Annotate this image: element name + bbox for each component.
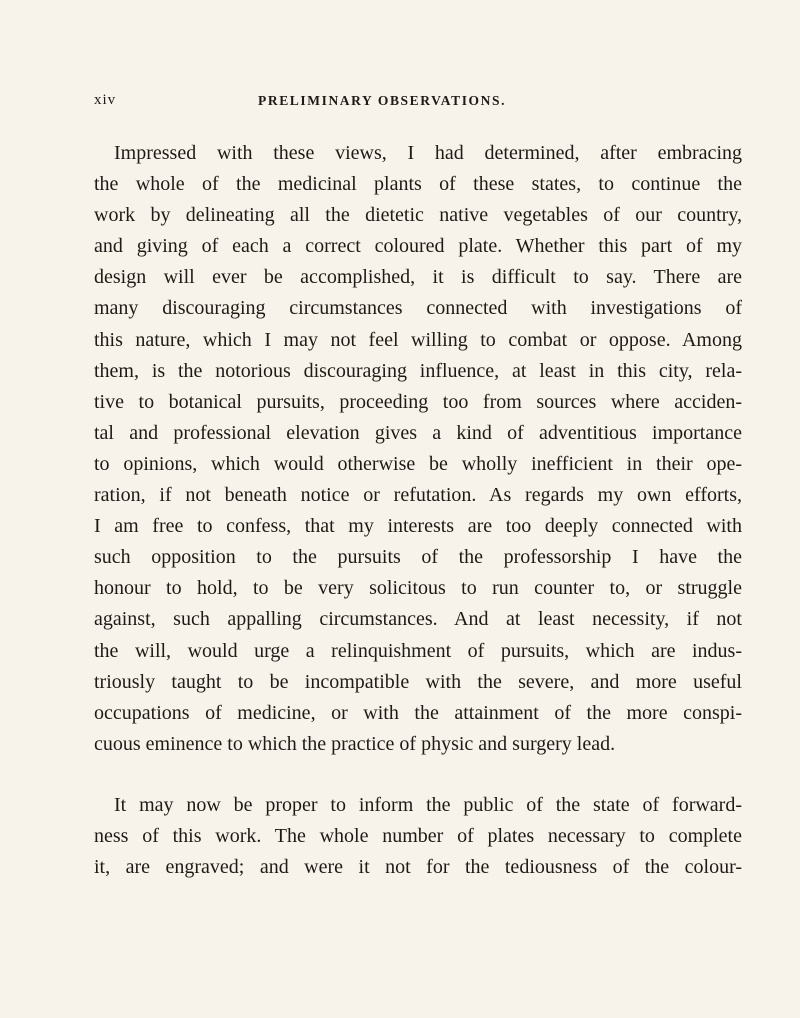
paragraph-2 [94,790,742,883]
text-line: tal and professional elevation gives a kind of adventitious importance [94,421,742,444]
page-number: xiv [94,92,117,108]
running-head [94,92,730,116]
text-line: triously taught to be incompatible with the severe, and more useful [94,670,742,693]
text-line: tive to botanical pursuits, proceeding too from sources where acciden- [94,390,742,413]
running-head-title: PRELIMINARY OBSERVATIONS. [258,93,507,108]
text-line: the will, would urge a relinquishment of pursuits, which are indus- [94,639,742,662]
text-line: work by delineating all the dietetic native vegetables of our country, [94,204,742,227]
text-line: It may now be proper to inform the public of the state of forward- [114,793,742,816]
text-line: occupations of medicine, or with the attainment of the more conspi- [94,701,742,724]
text-line: cuous eminence to which the practice of physic and surgery lead. [94,732,616,755]
text-line: honour to hold, to be very solicitous to run counter to, or struggle [94,577,742,600]
text-line: against, such appalling circumstances. And at least necessity, if not [94,608,742,631]
text-line: design will ever be accomplished, it is difficult to say. There are [94,266,742,289]
paragraph-1 [94,138,742,760]
text-line: ration, if not beneath notice or refutation. As regards my own efforts, [94,484,742,507]
text-line: it, are engraved; and were it not for the tediousness of the colour- [94,856,742,879]
text-line: this nature, which I may not feel willing to combat or oppose. Among [94,328,742,351]
text-line: to opinions, which would otherwise be wholly inefficient in their ope- [94,452,742,475]
text-line: and giving of each a correct coloured plate. Whether this part of my [94,235,742,258]
body-text [94,138,742,883]
text-line: ness of this work. The whole number of plates necessary to complete [94,824,742,847]
text-line: the whole of the medicinal plants of these states, to continue the [94,173,742,196]
text-line: them, is the notorious discouraging influence, at least in this city, rela- [94,359,742,382]
text-line: I am free to confess, that my interests are too deeply connected with [94,515,742,538]
text-line: Impressed with these views, I had determined, after embracing [114,142,742,164]
text-line: such opposition to the pursuits of the professorship I have the [94,546,742,569]
text-line: many discouraging circumstances connected with investigations of [94,297,742,320]
